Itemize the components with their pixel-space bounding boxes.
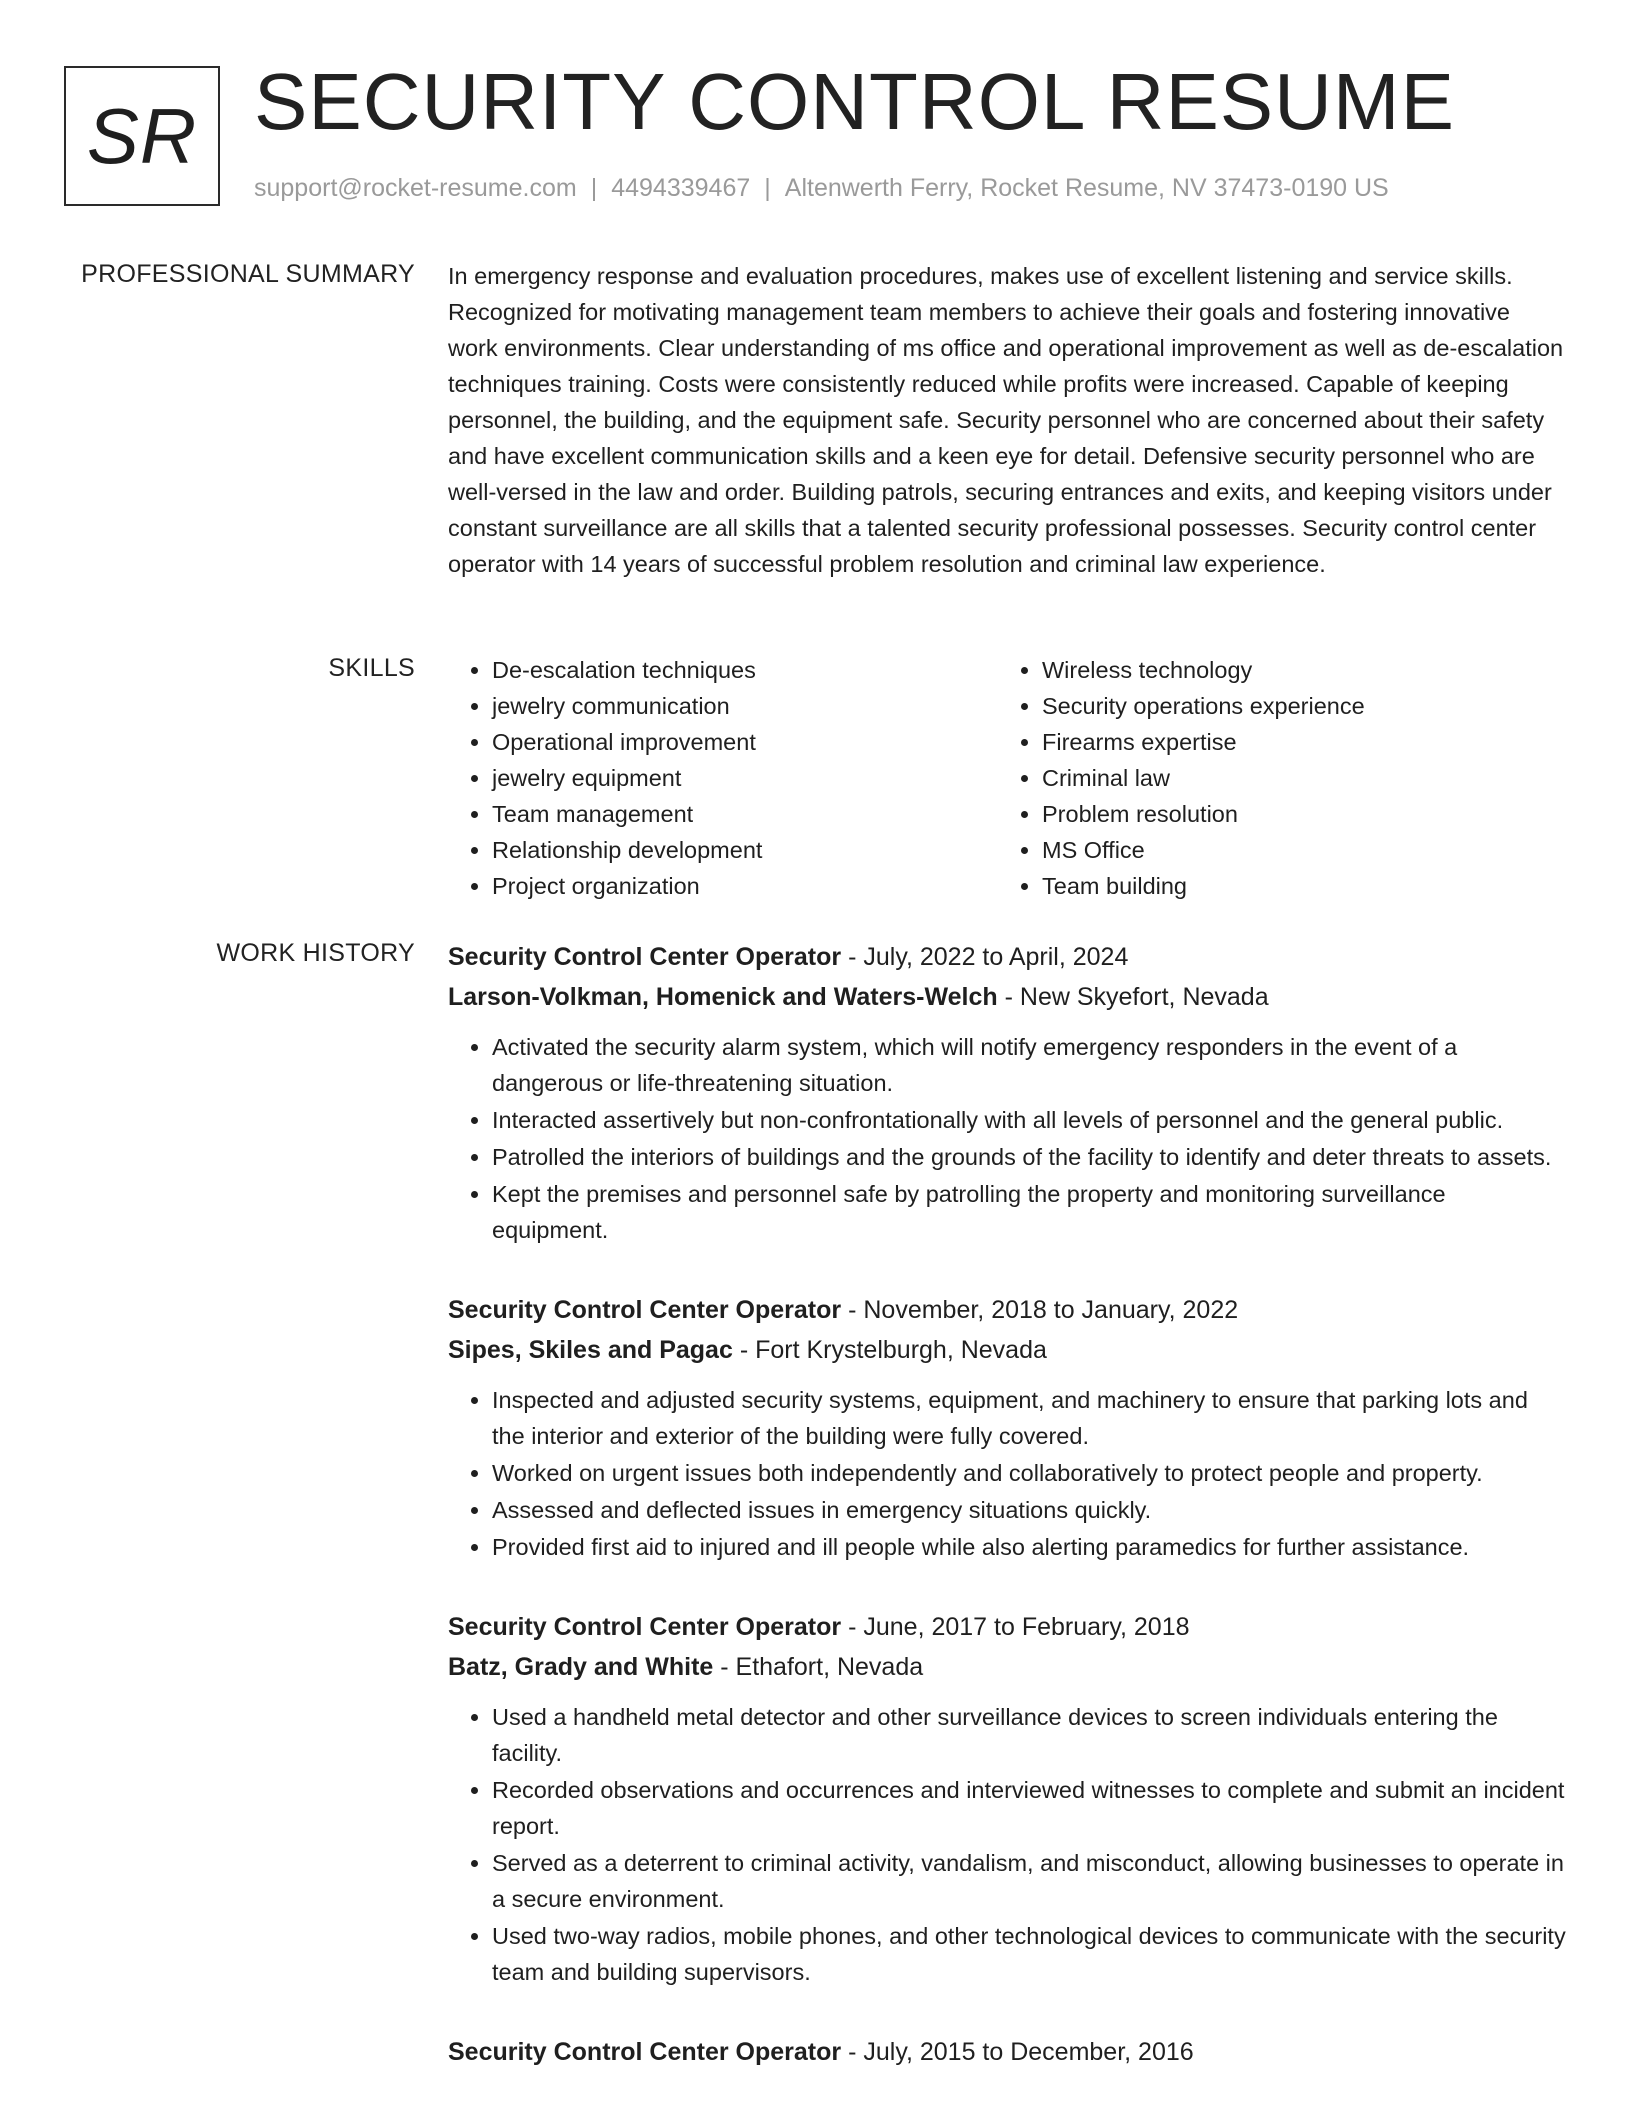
job-title-line bbox=[448, 1607, 1566, 1647]
job-bullet: • Interacted assertively but non-confrontationally with all levels of personnel and the general public. bbox=[492, 1102, 1566, 1138]
job-bullet-list bbox=[448, 1382, 1566, 1565]
section-heading: WORK HISTORY bbox=[216, 939, 415, 967]
job-title: Security Control Center Operator bbox=[448, 943, 842, 971]
skill-item: • Security operations experience bbox=[1042, 688, 1548, 724]
job-location: - New Skyefort, Nevada bbox=[997, 983, 1269, 1011]
skills-columns bbox=[448, 652, 1566, 904]
job-location: - Ethafort, Nevada bbox=[713, 1653, 924, 1681]
work-history-body bbox=[448, 937, 1566, 2112]
skill-item: • MS Office bbox=[1042, 832, 1548, 868]
job-bullet: • Recorded observations and occurrences and interviewed witnesses to complete and submit an incident report. bbox=[492, 1772, 1566, 1844]
skill-item: • Team management bbox=[492, 796, 998, 832]
job-bullet-list bbox=[448, 1699, 1566, 1990]
job-company-line bbox=[448, 1330, 1566, 1370]
job-company: Sipes, Skiles and Pagac bbox=[448, 1336, 733, 1364]
job-title: Security Control Center Operator bbox=[448, 2038, 842, 2066]
summary-body bbox=[448, 258, 1566, 582]
job-company: Larson-Volkman, Homenick and Waters-Welch bbox=[448, 983, 998, 1011]
job-dates: - June, 2017 to February, 2018 bbox=[841, 1613, 1190, 1641]
job-bullet: • Inspected and adjusted security systems, equipment, and machinery to ensure that parking lots and the interior and exterior of the building were fully covered. bbox=[492, 1382, 1566, 1454]
section-heading: PROFESSIONAL SUMMARY bbox=[81, 260, 415, 288]
skill-item: • Project organization bbox=[492, 868, 998, 904]
job-entry bbox=[448, 1607, 1566, 1990]
job-entry bbox=[448, 2032, 1566, 2072]
job-title: Security Control Center Operator bbox=[448, 1296, 842, 1324]
job-company-line bbox=[448, 977, 1566, 1017]
skill-item: • jewelry equipment bbox=[492, 760, 998, 796]
skill-item: • Wireless technology bbox=[1042, 652, 1548, 688]
job-bullet: • Assessed and deflected issues in emergency situations quickly. bbox=[492, 1492, 1566, 1528]
skill-item: • Firearms expertise bbox=[1042, 724, 1548, 760]
job-company-line bbox=[448, 1647, 1566, 1687]
job-bullet-list bbox=[448, 1029, 1566, 1248]
job-title-line bbox=[448, 1290, 1566, 1330]
job-bullet: • Patrolled the interiors of buildings and the grounds of the facility to identify and deter threats to assets. bbox=[492, 1139, 1566, 1175]
job-bullet: • Activated the security alarm system, which will notify emergency responders in the event of a dangerous or life-threatening situation. bbox=[492, 1029, 1566, 1101]
skill-item: • Team building bbox=[1042, 868, 1548, 904]
monogram-logo bbox=[64, 66, 220, 206]
job-bullet: • Served as a deterrent to criminal activity, vandalism, and misconduct, allowing businesses to operate in a secure environment. bbox=[492, 1845, 1566, 1917]
job-bullet: • Used two-way radios, mobile phones, and other technological devices to communicate with the security team and building supervisors. bbox=[492, 1918, 1566, 1990]
contact-separator: | bbox=[764, 174, 771, 202]
job-title-line bbox=[448, 937, 1566, 977]
resume-title: SECURITY CONTROL RESUME bbox=[254, 57, 1455, 146]
contact-email: support@rocket-resume.com bbox=[254, 174, 577, 202]
job-entry bbox=[448, 937, 1566, 1248]
job-bullet: • Used a handheld metal detector and other surveillance devices to screen individuals entering the facility. bbox=[492, 1699, 1566, 1771]
job-dates: - July, 2022 to April, 2024 bbox=[841, 943, 1129, 971]
job-location: - Fort Krystelburgh, Nevada bbox=[732, 1336, 1047, 1364]
skills-list-left bbox=[448, 652, 998, 904]
contact-line bbox=[254, 174, 1389, 203]
job-dates: - November, 2018 to January, 2022 bbox=[841, 1296, 1239, 1324]
job-company: Batz, Grady and White bbox=[448, 1653, 714, 1681]
skill-item: • Problem resolution bbox=[1042, 796, 1548, 832]
skill-item: • jewelry communication bbox=[492, 688, 998, 724]
contact-phone: 4494339467 bbox=[611, 174, 751, 202]
job-bullet: • Provided first aid to injured and ill people while also alerting paramedics for further assistance. bbox=[492, 1529, 1566, 1565]
contact-address: Altenwerth Ferry, Rocket Resume, NV 37473-0190 US bbox=[784, 174, 1389, 202]
job-title: Security Control Center Operator bbox=[448, 1613, 842, 1641]
job-dates: - July, 2015 to December, 2016 bbox=[841, 2038, 1194, 2066]
skills-body bbox=[448, 652, 1566, 904]
section-heading: SKILLS bbox=[328, 654, 415, 682]
summary-text: In emergency response and evaluation procedures, makes use of excellent listening and service skills. Recognized for motivating management team members to achieve their goals and fostering innovative work environments. Clear understanding of ms office and operational improvement as well as de-escalation techniques training. Costs were consistently reduced while profits were increased. Capable of keeping personnel, the building, and the equipment safe. Security personnel who are concerned about their safety and have excellent communication skills and a keen eye for detail. Defensive security personnel who are well-versed in the law and order. Building patrols, securing entrances and exits, and keeping visitors under constant surveillance are all skills that a talented security professional possesses. Security control center operator with 14 years of successful problem resolution and criminal law experience. bbox=[448, 263, 1564, 577]
skill-item: • Relationship development bbox=[492, 832, 998, 868]
skill-item: • Criminal law bbox=[1042, 760, 1548, 796]
job-title-line bbox=[448, 2032, 1566, 2072]
job-bullet: • Kept the premises and personnel safe by patrolling the property and monitoring surveillance equipment. bbox=[492, 1176, 1566, 1248]
skill-item: • De-escalation techniques bbox=[492, 652, 998, 688]
contact-separator: | bbox=[590, 174, 598, 202]
job-bullet: • Worked on urgent issues both independently and collaboratively to protect people and property. bbox=[492, 1455, 1566, 1491]
job-entry bbox=[448, 1290, 1566, 1565]
monogram-initials: SR bbox=[86, 91, 198, 180]
skill-item: • Operational improvement bbox=[492, 724, 998, 760]
skills-list-right bbox=[998, 652, 1548, 904]
